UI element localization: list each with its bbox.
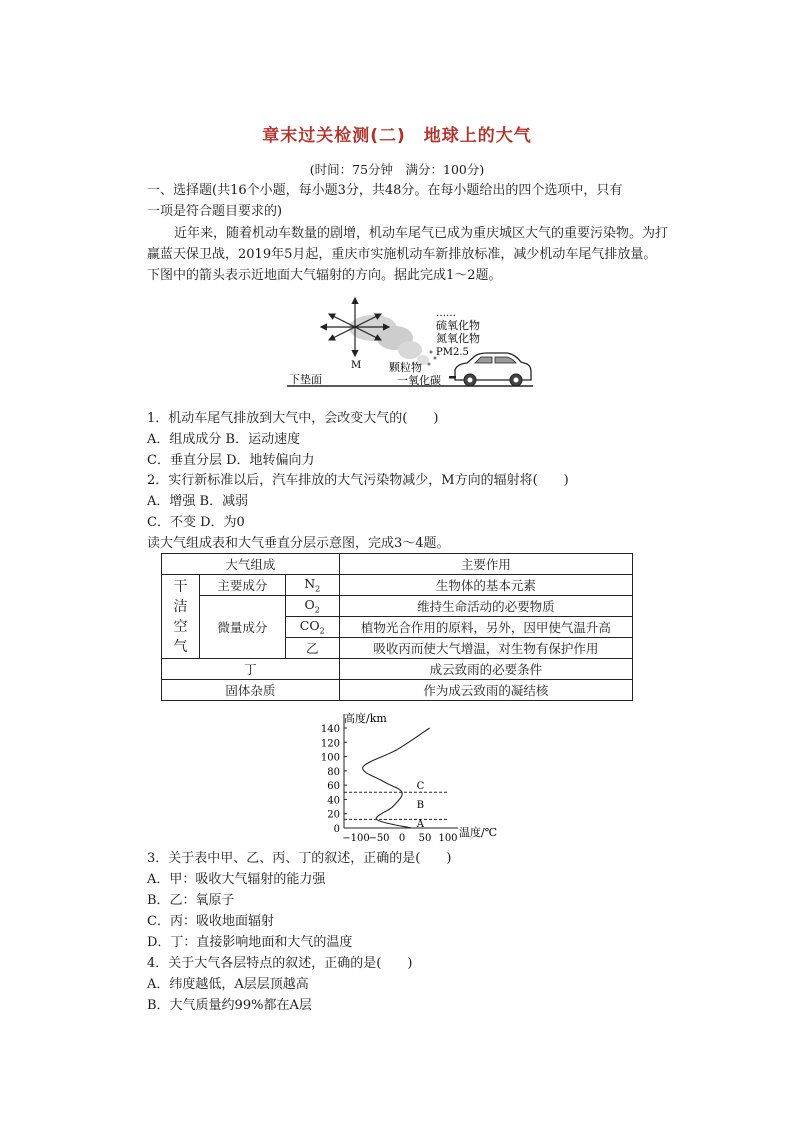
q3-option-d: D．丁：直接影响地面和大气的温度: [147, 935, 353, 950]
exhaust-diagram: [285, 292, 535, 392]
y-tick-label: 20: [327, 809, 340, 821]
q4-option-a: A．纬度越低，A层层顶越高: [147, 977, 309, 992]
x-tick-label: 0: [398, 833, 406, 844]
layer-label-c: C: [416, 780, 425, 792]
ding-cell: 丁: [162, 659, 340, 680]
exam-info: (时间：75分钟 满分：100分): [309, 162, 485, 177]
header-role: 主要作用: [339, 554, 632, 575]
q1-options-cd: C．垂直分层 D．地转偏向力: [147, 453, 315, 468]
y-tick-label: 80: [327, 766, 340, 778]
intro-paragraph-line3: 下图中的箭头表示近地面大气辐射的方向。据此完成1～2题。: [147, 268, 502, 283]
m-label: M: [351, 360, 362, 371]
table-row: [162, 680, 633, 701]
main-component-label: 主要成分: [199, 575, 285, 596]
layer-label-a: A: [416, 819, 425, 830]
label-pm25: PM2.5: [436, 347, 469, 358]
label-carbon-monoxide: 一氧化碳: [397, 374, 441, 387]
dots-label: ……: [436, 308, 456, 319]
y-tick-label: 40: [327, 795, 340, 807]
q1-stem: 1．机动车尾气排放到大气中，会改变大气的( ): [147, 411, 439, 426]
solid-impurities-cell: 固体杂质: [162, 680, 340, 701]
role-solid: 作为成云致雨的凝结核: [339, 680, 632, 701]
q3-option-c: C．丙：吸收地面辐射: [147, 914, 274, 929]
label-particulates: 颗粒物: [389, 361, 422, 374]
yi-cell: 乙: [285, 638, 339, 659]
vertical-layer-chart: [300, 708, 510, 846]
q3-stem: 3．关于表中甲、乙、丙、丁的叙述，正确的是( ): [147, 851, 452, 866]
y-tick-label: 0: [333, 824, 340, 835]
q3-option-a: A．甲：吸收大气辐射的能力强: [147, 872, 326, 887]
o2-cell: $O_2$: [285, 596, 339, 617]
smoke-cloud: [349, 315, 437, 366]
x-tick-label: 100: [438, 833, 458, 844]
table-row: [162, 596, 633, 617]
radiation-arrows: [321, 298, 389, 356]
role-yi: 吸收丙而使大气增温，对生物有保护作用: [339, 638, 632, 659]
trace-component-label: 微量成分: [199, 596, 285, 659]
co2-cell: $CO_2$: [285, 617, 339, 638]
layer-label-b: B: [416, 800, 425, 811]
q2-options-ab: A．增强 B．减弱: [147, 494, 249, 509]
role-co2: 植物光合作用的原料，另外，因甲使气温升高: [339, 617, 632, 638]
label-sulfur-oxides: 硫氧化物: [436, 319, 480, 332]
dry-air-cell: 干 洁 空 气: [162, 575, 200, 659]
role-n2: 生物体的基本元素: [339, 575, 632, 596]
x-tick-label: −50: [368, 833, 390, 844]
q4-option-b: B．大气质量约99%都在A层: [147, 998, 312, 1013]
ground-label: 下垫面: [289, 373, 322, 386]
y-tick-label: 60: [327, 781, 340, 793]
q2-options-cd: C．不变 D．为0: [147, 515, 245, 530]
temperature-curve: [363, 728, 430, 828]
header-composition: 大气组成: [162, 554, 340, 575]
section-heading-cont: 一项是符合题目要求的): [147, 204, 283, 219]
role-ding: 成云致雨的必要条件: [339, 659, 632, 680]
y-tick-label: 100: [320, 752, 340, 764]
q2-stem: 2．实行新标准以后，汽车排放的大气污染物减少，M方向的辐射将( ): [147, 473, 569, 488]
y-axis-label: 高度/km: [344, 712, 387, 725]
intro-paragraph: 近年来，随着机动车数量的剧增，机动车尾气已成为重庆城区大气的重要污染物。为打: [174, 226, 669, 241]
page-title: 章末过关检测(二) 地球上的大气: [262, 126, 532, 146]
table-row: [162, 659, 633, 680]
intro-paragraph-line2: 赢蓝天保卫战，2019年5月起，重庆市实施机动车新排放标准，减少机动车尾气排放量。: [147, 247, 657, 262]
x-axis-label: 温度/℃: [459, 826, 498, 839]
y-tick-label: 140: [320, 724, 340, 735]
x-tick-label: −100: [342, 833, 370, 844]
q1-options-ab: A．组成成分 B．运动速度: [147, 432, 301, 447]
table-row: [162, 575, 633, 596]
y-tick-label: 120: [320, 738, 340, 750]
role-o2: 维持生命活动的必要物质: [339, 596, 632, 617]
q4-stem: 4．关于大气各层特点的叙述，正确的是( ): [147, 956, 413, 971]
atmosphere-composition-table: [161, 553, 633, 701]
q3-option-b: B．乙：氧原子: [147, 893, 235, 908]
n2-cell: $N_2$: [285, 575, 339, 596]
intro-q3-q4: 读大气组成表和大气垂直分层示意图，完成3～4题。: [147, 536, 450, 551]
section-heading: 一、选择题(共16个小题，每小题3分，共48分。在每小题给出的四个选项中，只有: [147, 183, 623, 198]
table-row: [162, 554, 633, 575]
x-tick-label: 50: [418, 833, 432, 844]
label-nitrogen-oxides: 氮氧化物: [436, 332, 480, 345]
